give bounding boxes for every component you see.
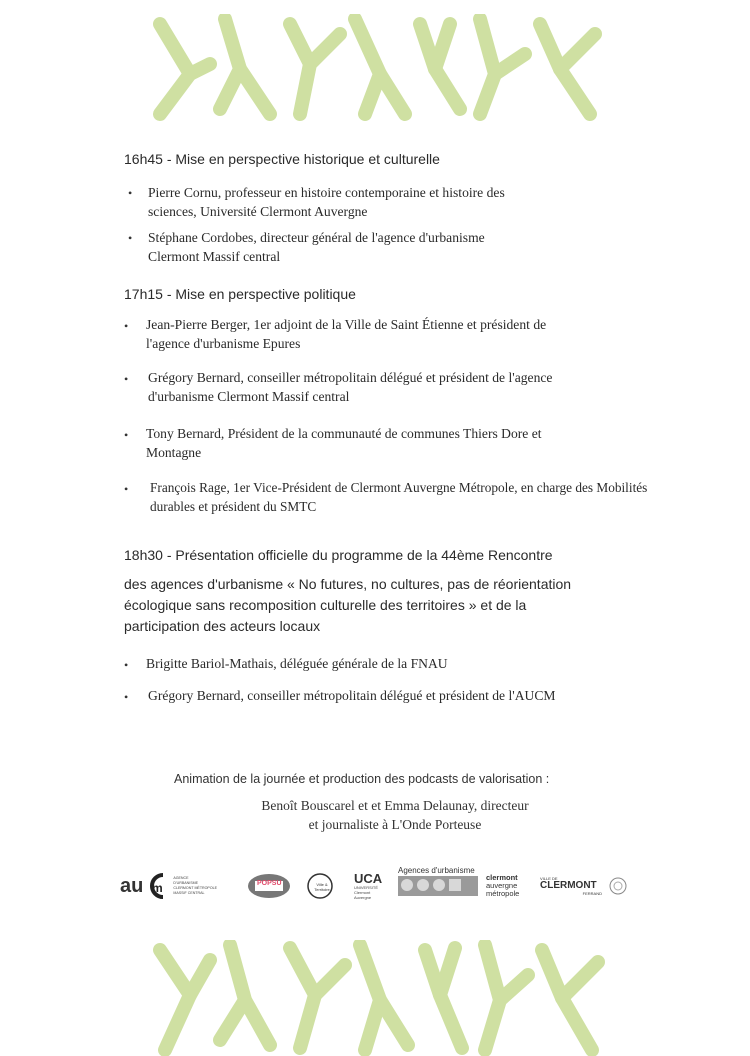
aucm-sub-line: CLERMONT MÉTROPOLE [173, 886, 218, 890]
metropole-line: métropole [486, 889, 520, 898]
speaker-line: Stéphane Cordobes, directeur général de l'agence d'urbanisme [148, 230, 485, 245]
credits-line: et journaliste à L'Onde Porteuse [308, 817, 482, 832]
uca-sub-line: Clermont [354, 890, 371, 895]
decorative-branch-pattern-bottom [150, 940, 610, 1056]
speaker-line: Clermont Massif central [148, 249, 281, 264]
bullet: • [124, 319, 129, 333]
speaker-line: Pierre Cornu, professeur en histoire contemporaine et histoire des [148, 185, 505, 200]
partner-logos [120, 866, 640, 908]
section-paragraph [124, 574, 571, 637]
ville-top-text: VILLE DE [540, 876, 558, 881]
seal-logo [608, 866, 632, 906]
seal-icon [608, 876, 628, 896]
speaker-item [146, 654, 448, 673]
aucm-logo [120, 866, 228, 906]
paragraph-line: participation des acteurs locaux [124, 618, 321, 634]
paragraph-line: écologique sans recomposition culturelle des territoires » et de la [124, 597, 527, 613]
section-heading-3: 18h30 - Présentation officielle du programme de la 44ème Rencontre [124, 547, 553, 563]
aucm-sub-line: MASSIF CENTRAL [173, 891, 205, 895]
ville-clermont-logo [540, 866, 602, 906]
agences-circle-icon [433, 879, 445, 891]
agences-circle-icon [417, 879, 429, 891]
popsu-logo-text: POPSU [257, 880, 282, 887]
credits-line: Benoît Bouscarel et et Emma Delaunay, directeur [261, 798, 529, 813]
speaker-line: Grégory Bernard, conseiller métropolitain délégué et président de l'agence [148, 370, 553, 385]
speaker-line: sciences, Université Clermont Auvergne [148, 204, 368, 219]
bullet: • [128, 231, 133, 245]
speaker-line: Tony Bernard, Président de la communauté de communes Thiers Dore et [146, 426, 542, 441]
bullet: • [124, 428, 129, 442]
section-heading-1: 16h45 - Mise en perspective historique et culturelle [124, 151, 440, 167]
section-heading-2: 17h15 - Mise en perspective politique [124, 286, 356, 302]
speaker-line: Montagne [146, 445, 202, 460]
speaker-line: Grégory Bernard, conseiller métropolitain délégué et président de l'AUCM [148, 688, 556, 703]
metropole-line: auvergne [486, 881, 518, 890]
speaker-line: François Rage, 1er Vice-Président de Clermont Auvergne Métropole, en charge des Mobilités [150, 480, 648, 495]
agences-circle-icon [401, 879, 413, 891]
bullet: • [124, 482, 129, 496]
ville-territoire-text: Ville & Territoire [314, 882, 330, 892]
ville-logo-text: CLERMONT [540, 880, 597, 891]
speaker-item [148, 183, 505, 221]
speaker-line: Jean-Pierre Berger, 1er adjoint de la Ville de Saint Étienne et président de [146, 317, 547, 332]
speaker-item [150, 478, 647, 516]
aucm-sub-line: D'URBANISME [173, 881, 198, 885]
uca-logo-text: UCA [354, 871, 383, 886]
aucm-logo-subtitle [173, 876, 217, 896]
agences-square-icon [449, 879, 461, 891]
aucm-c-mark-icon [143, 870, 169, 902]
speaker-item [148, 686, 556, 705]
svg-text:m: m [152, 881, 164, 895]
speaker-item [146, 424, 542, 462]
uca-logo [354, 866, 394, 906]
bullet: • [124, 658, 129, 672]
agences-logo-banner [398, 876, 478, 896]
speaker-line: d'urbanisme Clermont Massif central [148, 389, 350, 404]
uca-sub-line: UNIVERSITÉ [354, 885, 379, 890]
speaker-line: Brigitte Bariol-Mathais, déléguée générale de la FNAU [146, 656, 448, 671]
agences-logo-text: Agences d'urbanisme [398, 866, 475, 875]
decorative-branch-pattern-top [150, 14, 610, 122]
popsu-logo [246, 866, 296, 906]
speaker-item [146, 315, 546, 353]
uca-sub-line: Auvergne [354, 895, 372, 900]
aucm-sub-line: AGENCE [173, 876, 189, 880]
paragraph-line: des agences d'urbanisme « No futures, no cultures, pas de réorientation [124, 576, 572, 592]
aucm-logo-text: au [120, 874, 144, 897]
ville-territoire-logo [306, 866, 346, 906]
speaker-item [148, 228, 485, 266]
ville-sub-text: FERRAND [582, 891, 602, 896]
metropole-line: clermont [486, 873, 518, 882]
agences-urbanisme-logo [398, 866, 480, 906]
clermont-metropole-logo [486, 866, 542, 906]
speaker-line: durables et président du SMTC [150, 499, 317, 514]
bullet: • [124, 372, 129, 386]
speaker-item [148, 368, 552, 406]
bullet: • [124, 690, 129, 704]
speaker-line: l'agence d'urbanisme Epures [146, 336, 301, 351]
credits-label: Animation de la journée et production des podcasts de valorisation : [174, 772, 550, 786]
bullet: • [128, 186, 133, 200]
credits-names [230, 796, 560, 834]
